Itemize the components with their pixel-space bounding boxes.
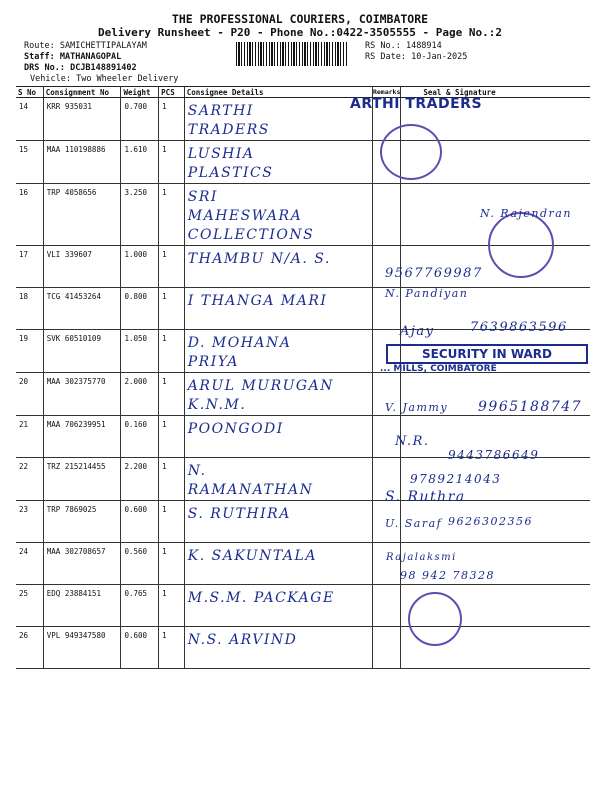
rs-date-line: RS Date: 10-Jan-2025 bbox=[365, 52, 468, 62]
route-value: SAMICHETTIPALAYAM bbox=[59, 41, 147, 51]
consignee-cell bbox=[184, 501, 372, 543]
weight-cell: 0.600 bbox=[121, 501, 159, 543]
col-remarks: Remarks bbox=[372, 88, 401, 96]
consignee-handwriting: N. RAMANATHAN bbox=[187, 463, 314, 498]
sno-cell: 16 bbox=[16, 184, 43, 246]
pcs-cell: 1 bbox=[159, 585, 185, 627]
phone-24: 9626302356 bbox=[448, 515, 533, 528]
col-sno: S No bbox=[16, 87, 43, 98]
sno-cell: 19 bbox=[16, 330, 43, 373]
vehicle-value: Two Wheeler Delivery bbox=[76, 74, 179, 84]
weight-cell: 1.050 bbox=[121, 330, 159, 373]
signature-21: V. Jammy bbox=[385, 401, 449, 414]
pcs-cell: 1 bbox=[159, 98, 185, 141]
pcs-cell: 1 bbox=[159, 373, 185, 416]
consignee-handwriting: POONGODI bbox=[187, 421, 284, 437]
sno-cell: 22 bbox=[16, 458, 43, 501]
consignee-handwriting: S. RUTHIRA bbox=[187, 506, 291, 522]
consignee-cell bbox=[184, 141, 372, 184]
weight-cell: 0.160 bbox=[121, 416, 159, 458]
sno-cell: 14 bbox=[16, 98, 43, 141]
consignment-cell: KRR 935031 bbox=[43, 98, 121, 141]
consignee-cell bbox=[184, 288, 372, 330]
signature-25: Rajalaksmi bbox=[386, 552, 457, 563]
pcs-cell: 1 bbox=[159, 246, 185, 288]
remarks-cell bbox=[372, 627, 400, 669]
consignment-cell: VPL 949347580 bbox=[43, 627, 121, 669]
sno-cell: 15 bbox=[16, 141, 43, 184]
weight-cell: 1.000 bbox=[121, 246, 159, 288]
consignee-cell bbox=[184, 627, 372, 669]
runsheet-title: Delivery Runsheet - P20 - Phone No.:0422-3505555 - Page No.:2 bbox=[98, 26, 502, 39]
table-row bbox=[16, 543, 590, 585]
rs-date-value: 10-Jan-2025 bbox=[411, 52, 468, 62]
signature-18: N. Pandiyan bbox=[385, 287, 469, 300]
consignee-cell bbox=[184, 330, 372, 373]
signature-24: U. Saraf bbox=[385, 517, 443, 530]
staff-line: Staff: MATHANAGOPAL bbox=[24, 52, 122, 62]
weight-cell: 0.800 bbox=[121, 288, 159, 330]
phone-18: 9567769987 bbox=[385, 266, 483, 281]
consignee-handwriting: D. MOHANA PRIYA bbox=[187, 335, 292, 370]
phone-23: 9789214043 bbox=[410, 472, 502, 486]
signature-23: S. Ruthra bbox=[385, 489, 466, 505]
consignee-cell bbox=[184, 98, 372, 141]
remarks-cell bbox=[372, 184, 400, 246]
sno-cell: 17 bbox=[16, 246, 43, 288]
consignment-cell: MAA 706239951 bbox=[43, 416, 121, 458]
weight-cell: 1.610 bbox=[121, 141, 159, 184]
signature-17: N. Rajendran bbox=[480, 207, 572, 220]
col-seal: Seal & Signature bbox=[401, 87, 590, 98]
consignee-handwriting: I THANGA MARI bbox=[187, 293, 328, 309]
pcs-cell: 1 bbox=[159, 543, 185, 585]
consignee-cell bbox=[184, 416, 372, 458]
consignment-cell: MAA 110198886 bbox=[43, 141, 121, 184]
table-row bbox=[16, 141, 590, 184]
sno-cell: 26 bbox=[16, 627, 43, 669]
col-pcs: PCS bbox=[159, 87, 185, 98]
consignee-handwriting: K. SAKUNTALA bbox=[187, 548, 317, 564]
weight-cell: 0.600 bbox=[121, 627, 159, 669]
round-seal-3 bbox=[408, 592, 462, 646]
weight-cell: 3.250 bbox=[121, 184, 159, 246]
consignment-cell: VLI 339607 bbox=[43, 246, 121, 288]
consignment-cell: TRZ 215214455 bbox=[43, 458, 121, 501]
traders-stamp: ARTHI TRADERS bbox=[350, 96, 483, 112]
table-row bbox=[16, 627, 590, 669]
pcs-cell: 1 bbox=[159, 141, 185, 184]
phone-19: 7639863596 bbox=[470, 320, 568, 335]
consignee-handwriting: M.S.M. PACKAGE bbox=[187, 590, 335, 606]
signature-19: Ajay bbox=[400, 324, 435, 339]
sno-cell: 21 bbox=[16, 416, 43, 458]
phone-21: 9965188747 bbox=[478, 399, 583, 415]
consignee-handwriting: ARUL MURUGAN K.N.M. bbox=[187, 378, 334, 413]
company-title: THE PROFESSIONAL COURIERS, COIMBATORE bbox=[171, 12, 429, 26]
pcs-cell: 1 bbox=[159, 458, 185, 501]
consignee-cell bbox=[184, 373, 372, 416]
consignee-cell bbox=[184, 246, 372, 288]
vehicle-line: Vehicle: Two Wheeler Delivery bbox=[30, 74, 179, 84]
drs-line: DRS No.: DCJB148891402 bbox=[24, 63, 137, 73]
weight-cell: 2.200 bbox=[121, 458, 159, 501]
pcs-cell: 1 bbox=[159, 184, 185, 246]
sno-cell: 23 bbox=[16, 501, 43, 543]
consignee-handwriting: N.S. ARVIND bbox=[187, 632, 298, 648]
consignee-cell bbox=[184, 184, 372, 246]
pcs-cell: 1 bbox=[159, 288, 185, 330]
weight-cell: 0.560 bbox=[121, 543, 159, 585]
barcode bbox=[236, 42, 348, 66]
runsheet-table bbox=[16, 86, 590, 669]
consignment-cell: TRP 7869025 bbox=[43, 501, 121, 543]
sno-cell: 24 bbox=[16, 543, 43, 585]
consignee-cell bbox=[184, 543, 372, 585]
rs-no-line: RS No.: 1488914 bbox=[365, 41, 442, 51]
table-row bbox=[16, 98, 590, 141]
consignee-cell bbox=[184, 585, 372, 627]
col-consignment: Consignment No bbox=[43, 87, 121, 98]
pcs-cell: 1 bbox=[159, 330, 185, 373]
consignment-cell: EDQ 23884151 bbox=[43, 585, 121, 627]
consignee-handwriting: LUSHIA PLASTICS bbox=[187, 146, 274, 181]
col-weight: Weight bbox=[121, 87, 159, 98]
weight-cell: 0.700 bbox=[121, 98, 159, 141]
route-line: Route: SAMICHETTIPALAYAM bbox=[24, 41, 147, 51]
drs-value: DCJB148891402 bbox=[70, 63, 137, 73]
consignment-cell: MAA 302708657 bbox=[43, 543, 121, 585]
consignee-handwriting: SARTHI TRADERS bbox=[187, 103, 270, 138]
pcs-cell: 1 bbox=[159, 501, 185, 543]
consignee-cell bbox=[184, 458, 372, 501]
mills-stamp: ... MILLS, COIMBATORE bbox=[380, 364, 497, 374]
phone-22: 9443786649 bbox=[448, 448, 540, 462]
security-stamp: SECURITY IN WARD bbox=[386, 344, 588, 364]
staff-value: MATHANAGOPAL bbox=[59, 52, 122, 62]
signature-22: N.R. bbox=[395, 434, 430, 449]
consignment-cell: TCG 41453264 bbox=[43, 288, 121, 330]
consignment-cell: SVK 60510109 bbox=[43, 330, 121, 373]
consignment-cell: MAA 302375770 bbox=[43, 373, 121, 416]
pcs-cell: 1 bbox=[159, 627, 185, 669]
round-seal-1 bbox=[380, 124, 442, 180]
phone-25: 98 942 78328 bbox=[400, 569, 495, 582]
sno-cell: 25 bbox=[16, 585, 43, 627]
remarks-cell bbox=[372, 585, 400, 627]
pcs-cell: 1 bbox=[159, 416, 185, 458]
table-row bbox=[16, 585, 590, 627]
sno-cell: 18 bbox=[16, 288, 43, 330]
consignee-handwriting: THAMBU N/A. S. bbox=[187, 251, 331, 267]
consignee-handwriting: SRI MAHESWARA COLLECTIONS bbox=[187, 189, 315, 243]
consignment-cell: TRP 4058656 bbox=[43, 184, 121, 246]
weight-cell: 2.000 bbox=[121, 373, 159, 416]
rs-no-value: 1488914 bbox=[405, 41, 442, 51]
weight-cell: 0.765 bbox=[121, 585, 159, 627]
col-consignee: Consignee Details bbox=[184, 87, 372, 98]
table-header-row bbox=[16, 87, 590, 98]
sno-cell: 20 bbox=[16, 373, 43, 416]
